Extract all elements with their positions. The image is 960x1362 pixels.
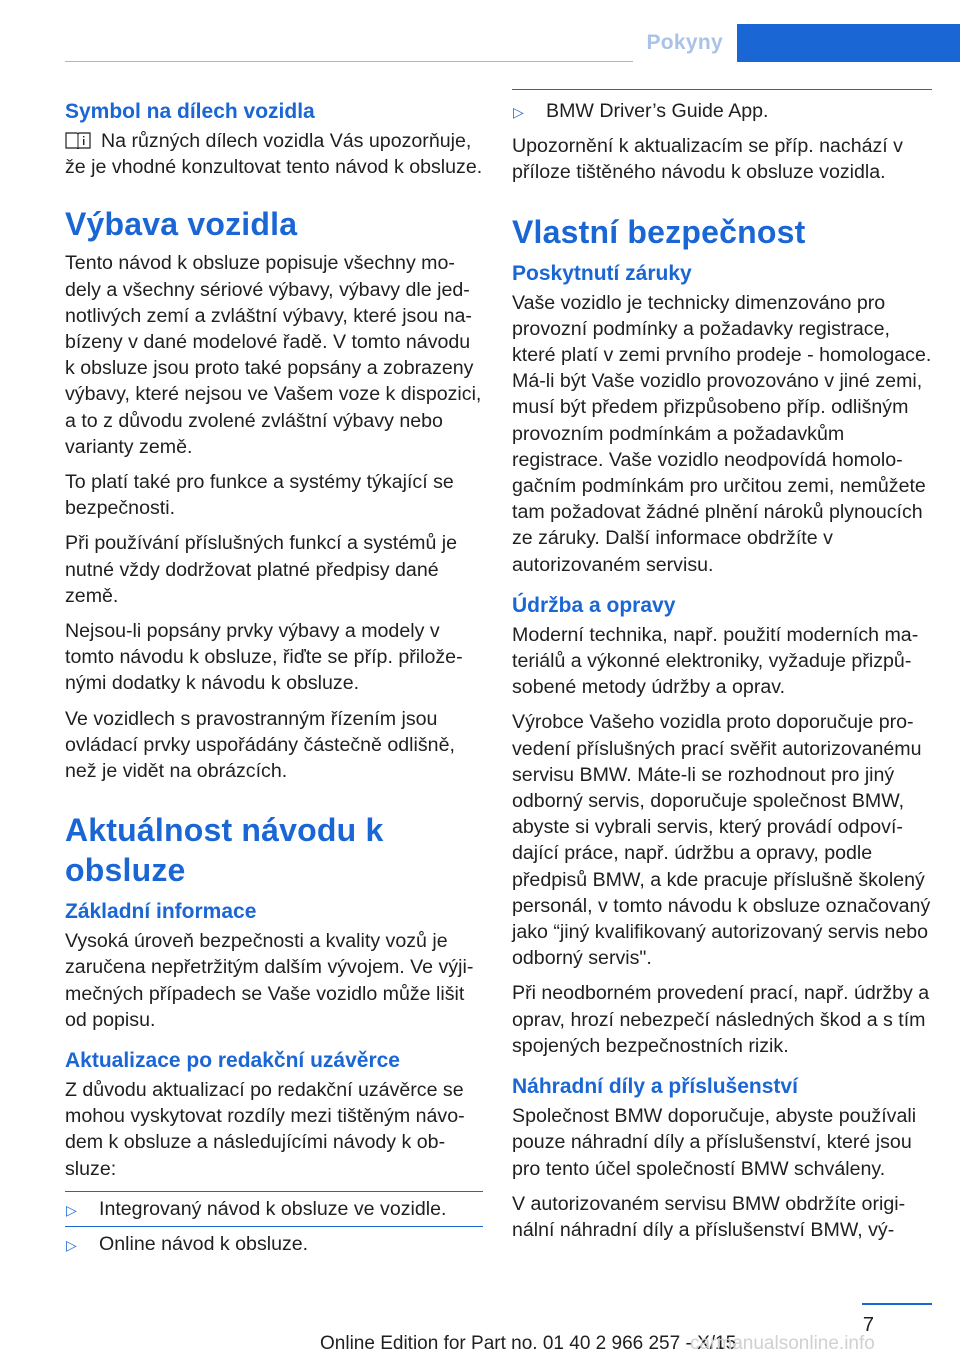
header-accent-bar <box>737 24 960 62</box>
zakladni-heading: Základní informace <box>65 900 257 924</box>
zaruka-heading: Poskytnutí záruky <box>512 261 692 285</box>
symbol-paragraph <box>65 128 483 180</box>
aktualnost-heading: Aktuálnost návodu k obsluze <box>65 812 384 889</box>
udrzba-paragraph-3: Při neodborném provedení prací, např. údržby a oprav, hrozí nebezpečí následných škod a s tím spojených bezpečnostních rizik. <box>512 982 930 1057</box>
dily-paragraph-1: Společnost BMW doporučuje, abyste používali pouze náhradní díly a příslušenství, které jsou pro tento účel společností BMW schváleny. <box>512 1105 917 1180</box>
vybava-paragraph-4: Nejsou-li popsány prvky výbavy a modely v tomto návodu k obsluze, řiďte se příp. přiloženými dodatky k návodu k obsluze. <box>65 620 463 695</box>
list-rule <box>65 1191 483 1192</box>
list-item <box>65 1196 483 1222</box>
zakladni-paragraph: Vysoká úroveň bezpečnosti a kvality vozů je zaručena nepřetržitým dalším vývojem. Ve výjimečných případech se Vaše vozidlo může lišit od popisu. <box>65 930 474 1031</box>
book-info-icon <box>65 131 91 149</box>
list-rule <box>65 1226 483 1227</box>
left-column <box>65 98 483 1266</box>
edition-footer: Online Edition for Part no. 01 40 2 966 257 - X/15 <box>320 1333 737 1354</box>
list-item <box>512 98 932 124</box>
vybava-paragraph-2: To platí také pro funkce a systémy týkající se bezpečnosti. <box>65 471 454 520</box>
triangle-right-icon: ▷ <box>66 1237 77 1254</box>
watermark: carmanualsonline.info <box>690 1333 875 1354</box>
vybava-paragraph-1: Tento návod k obsluze popisuje všechny modely a všechny sériové výbavy, výbavy dle jednotlivých zemí a zvláštní výbavy, které jsou nabízeny v dané modelové řadě. V tomto návodu k obsluze jsou proto také popsány a zobrazeny výbavy, které nejsou ve Vašem voze k dispozici, a to z důvodu zvolené zvláštní výbavy nebo varianty země. <box>65 252 482 458</box>
list-item-text: BMW Driver’s Guide App. <box>546 100 769 122</box>
list-item-text: Integrovaný návod k obsluze ve vozidle. <box>99 1197 447 1220</box>
footer-rule <box>862 1303 932 1305</box>
aktualizace-heading: Aktualizace po redakční uzávěrce <box>65 1049 400 1073</box>
triangle-right-icon: ▷ <box>66 1201 77 1218</box>
list-rule <box>512 89 932 90</box>
vybava-paragraph-3: Při používání příslušných funkcí a systémů je nutné vždy dodržovat platné předpisy dané země. <box>65 532 458 607</box>
vybava-heading: Výbava vozidla <box>65 206 298 243</box>
aktualizace-paragraph: Z důvodu aktualizací po redakční uzávěrce se mohou vyskytovat rozdíly mezi tištěným návodem k obsluze a následujícími návody k obsluze: <box>65 1079 465 1180</box>
list-item-text: Online návod k obsluze. <box>99 1233 309 1256</box>
header-rule <box>65 61 730 62</box>
symbol-text: Na různých dílech vozidla Vás upozorňuje, že je vhodné konzultovat tento návod k obsluze. <box>65 130 483 179</box>
section-title: Pokyny <box>633 24 738 62</box>
bezpecnost-heading: Vlastní bezpečnost <box>512 213 806 250</box>
dily-paragraph-2: V autorizovaném servisu BMW obdržíte originální náhradní díly a příslušenství BMW, vý- <box>512 1192 906 1241</box>
udrzba-heading: Údržba a opravy <box>512 593 676 617</box>
zaruka-paragraph: Vaše vozidlo je technicky dimenzováno pro provozní podmínky a požadavky registrace, které platí v zemi prvního prodeje - homologace. Má-li být Vaše vozidlo provozováno v jiné zemi, musí být předem přizpůsobeno příp. odlišným provozním podmínkám a požadavkům registrace. Vaše vozidlo neodpovídá homologačním podmínkám pro určitou zemi, nemůžete tam požadovat žádné plnění nároků plynoucích ze záruky. Další informace obdržíte v autorizovaném servisu. <box>512 291 932 576</box>
right-column <box>512 98 932 1252</box>
triangle-right-icon: ▷ <box>513 104 524 120</box>
vybava-paragraph-5: Ve vozidlech s pravostranným řízením jsou ovládací prvky uspořádány částečně odlišně, než je vidět na obrázcích. <box>65 707 455 783</box>
list-item <box>65 1231 483 1257</box>
symbol-heading: Symbol na dílech vozidla <box>65 100 315 123</box>
upozorneni-paragraph: Upozornění k aktualizacím se příp. nachází v příloze tištěného návodu k obsluze vozidla. <box>512 135 903 184</box>
page-number: 7 <box>862 1314 874 1336</box>
udrzba-paragraph-1: Moderní technika, např. použití moderních materiálů a výkonné elektroniky, vyžaduje přizpůsobené metody údržby a oprav. <box>512 623 919 699</box>
udrzba-paragraph-2: Výrobce Vašeho vozidla proto doporučuje provedení příslušných prací svěřit autorizovanému servisu BMW. Máte-li se rozhodnout pro jiný odborný servis, doporučuje společnost BMW, abyste si vybrali servis, který provádí odpovídající práce, např. údržbu a opravy, podle předpisů BMW, a kde pracuje příslušně školený personál, v tomto návodu k obsluze označovaný jako “jiný kvalifikovaný autorizovaný servis nebo odborný servis". <box>512 711 931 970</box>
dily-heading: Náhradní díly a příslušenství <box>512 1075 798 1099</box>
